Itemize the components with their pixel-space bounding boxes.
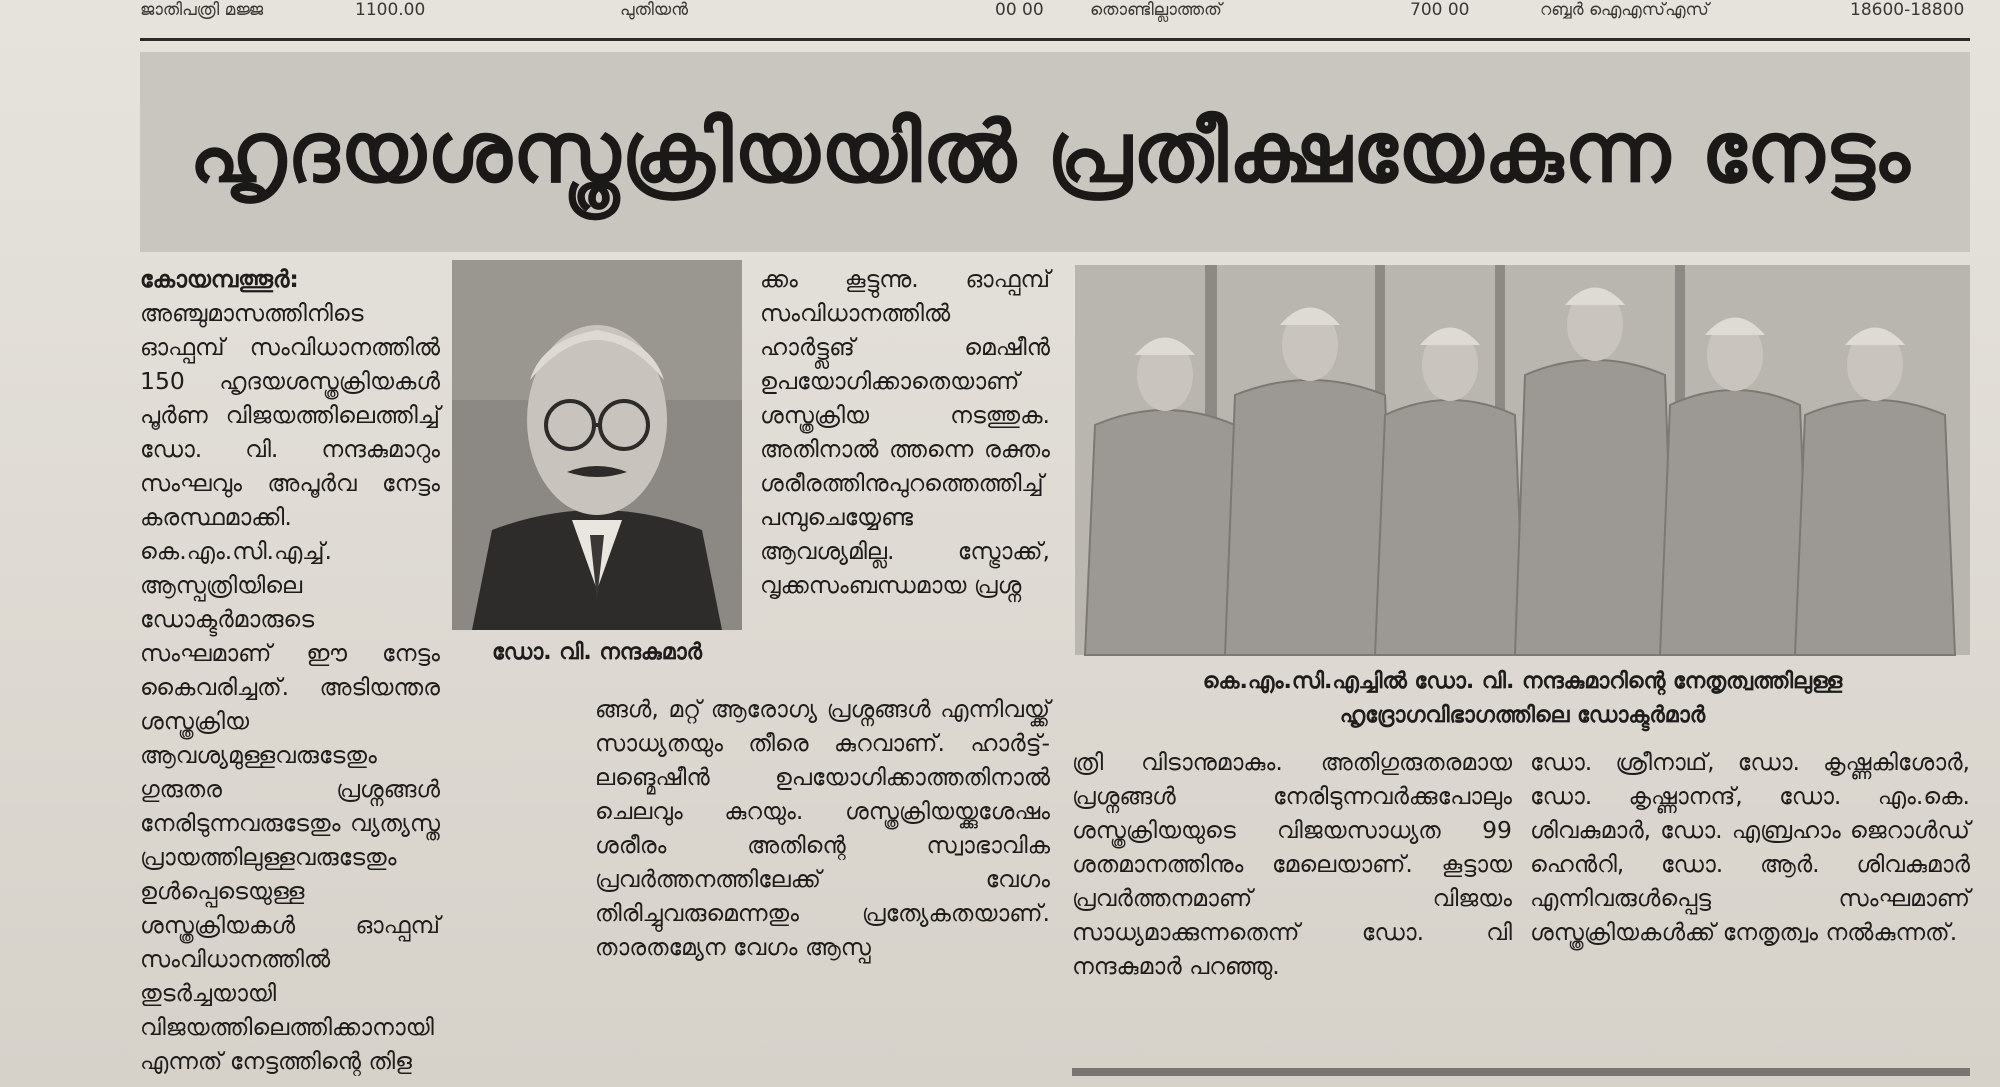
caption-line: ഹൃദ്രോഗവിഭാഗത്തിലെ ഡോക്ടർമാർ	[1339, 703, 1706, 728]
article-text: അഞ്ചുമാസത്തിനിടെ ഓഫ്പമ്പ് സംവിധാനത്തിൽ 150 ഹൃദയശസ്ത്രക്രിയകൾ പൂർണ വിജയത്തിലെത്തിച്ച് ഡോ. വി. നന്ദകുമാറും സംഘവും അപൂർവ നേട്ടം കരസ്ഥമാക്കി. കെ.എം.സി.എച്ച്. ആസ്പത്രിയിലെ ഡോക്ടർമാരുടെ സംഘമാണ് ഈ നേട്ടം കൈവരിച്ചത്. അടിയന്തര ശസ്ത്രക്രിയ ആവശ്യമുള്ളവരുടേതും ഗുരുതര പ്രശ്നങ്ങൾ നേരിടുന്നവരുടേതും വ്യത്യസ്ത പ്രായത്തിലുള്ളവരുടേതും ഉൾപ്പെടെയുള്ള ശസ്ത്രക്രിയകൾ ഓഫ്പമ്പ് സംവിധാനത്തിൽ തുടർച്ചയായി വിജയത്തിലെത്തിക്കാനായി എന്നത് നേട്ടത്തിന്റെ തിള	[140, 299, 440, 1075]
top-rule	[140, 38, 1970, 41]
article-column-4	[1530, 745, 1970, 1045]
price-item-value: 1100.00	[355, 0, 426, 20]
doctors-group-photo	[1075, 265, 1970, 655]
portrait-caption: ഡോ. വി. നന്ദകുമാർ	[491, 640, 703, 665]
commodity-price-strip	[140, 0, 1970, 20]
article-text: ഡോ. ശ്രീനാഥ്, ഡോ. കൃഷ്ണകിശോർ, ഡോ. കൃഷ്ണാനന്ദ്, ഡോ. എം.കെ. ശിവകുമാർ, ഡോ. എബ്രഹാം ജെറാൾഡ് ഹെൻറി, ഡോ. ആർ. ശിവകുമാർ എന്നിവരുൾപ്പെട്ട സംഘമാണ് ശസ്ത്രക്രിയകൾക്ക് നേതൃത്വം നൽകുന്നത്.	[1530, 748, 1970, 946]
article-column-1	[140, 262, 440, 1075]
price-item-value: 00 00	[995, 0, 1044, 20]
price-item-label: തൊണ്ടില്ലാത്തത്	[1090, 0, 1222, 20]
caption-line: കെ.എം.സി.എച്ചിൽ ഡോ. വി. നന്ദകുമാറിന്റെ നേതൃത്വത്തിലുള്ള	[1202, 669, 1843, 694]
dateline: കോയമ്പത്തൂർ:	[140, 265, 299, 293]
article-column-2-continued	[595, 692, 1050, 1042]
bottom-rule	[1072, 1068, 1970, 1076]
price-item-label: ജാതിപത്രി മജ്ജ	[140, 0, 264, 20]
article-column-3	[1072, 745, 1512, 1045]
price-item-value: 700 00	[1410, 0, 1470, 20]
price-item-label: റബ്ബർ ഐഎസ്എസ്	[1540, 0, 1709, 20]
group-photo-caption	[1075, 665, 1970, 735]
article-text: ങ്ങൾ, മറ്റ് ആരോഗ്യ പ്രശ്നങ്ങൾ എന്നിവയ്ക്ക് സാധ്യതയും തീരെ കുറവാണ്. ഹാർട്ട്-ലങ്മെഷീൻ ഉപയോഗിക്കാത്തതിനാൽ ചെലവും കുറയും. ശസ്ത്രക്രിയയ്ക്കുശേഷം ശരീരം അതിന്റെ സ്വാഭാവിക പ്രവർത്തനത്തിലേക്ക് വേഗം തിരിച്ചുവരുമെന്നതും പ്രത്യേകതയാണ്. താരതമ്യേന വേഗം ആസ്പ	[595, 695, 1050, 961]
price-item-label: പുതിയൻ	[620, 0, 689, 20]
article-text: ത്രി വിടാനുമാകും. അതിഗുരുതരമായ പ്രശ്നങ്ങൾ നേരിടുന്നവർക്കുപോലും ശസ്ത്രക്രിയയുടെ വിജയസാധ്യത 99 ശതമാനത്തിനും മേലെയാണ്. കൂട്ടായ പ്രവർത്തനമാണ് വിജയം സാധ്യമാക്കുന്നതെന്ന് ഡോ. വി നന്ദകുമാർ പറഞ്ഞു.	[1072, 748, 1512, 980]
headline: ഹൃദയശസ്ത്രക്രിയയിൽ പ്രതീക്ഷയേകുന്ന നേട്ടം	[189, 103, 1911, 201]
price-item-value: 18600-18800	[1850, 0, 1965, 20]
article-column-2	[760, 262, 1050, 692]
article-text: ക്കം കൂട്ടുന്നു. ഓഫ്പമ്പ് സംവിധാനത്തിൽ ഹാർട്ട്ലങ് മെഷീൻ ഉപയോഗിക്കാതെയാണ് ശസ്ത്രക്രിയ നടത്തുക. അതിനാൽ ത്തന്നെ രക്തം ശരീരത്തിനുപുറത്തെത്തിച്ച് പമ്പുചെയ്യേണ്ട ആവശ്യമില്ല. സ്ട്രോക്ക്, വൃക്കസംബന്ധമായ പ്രശ്ന	[760, 265, 1050, 599]
portrait-photo	[452, 260, 742, 630]
